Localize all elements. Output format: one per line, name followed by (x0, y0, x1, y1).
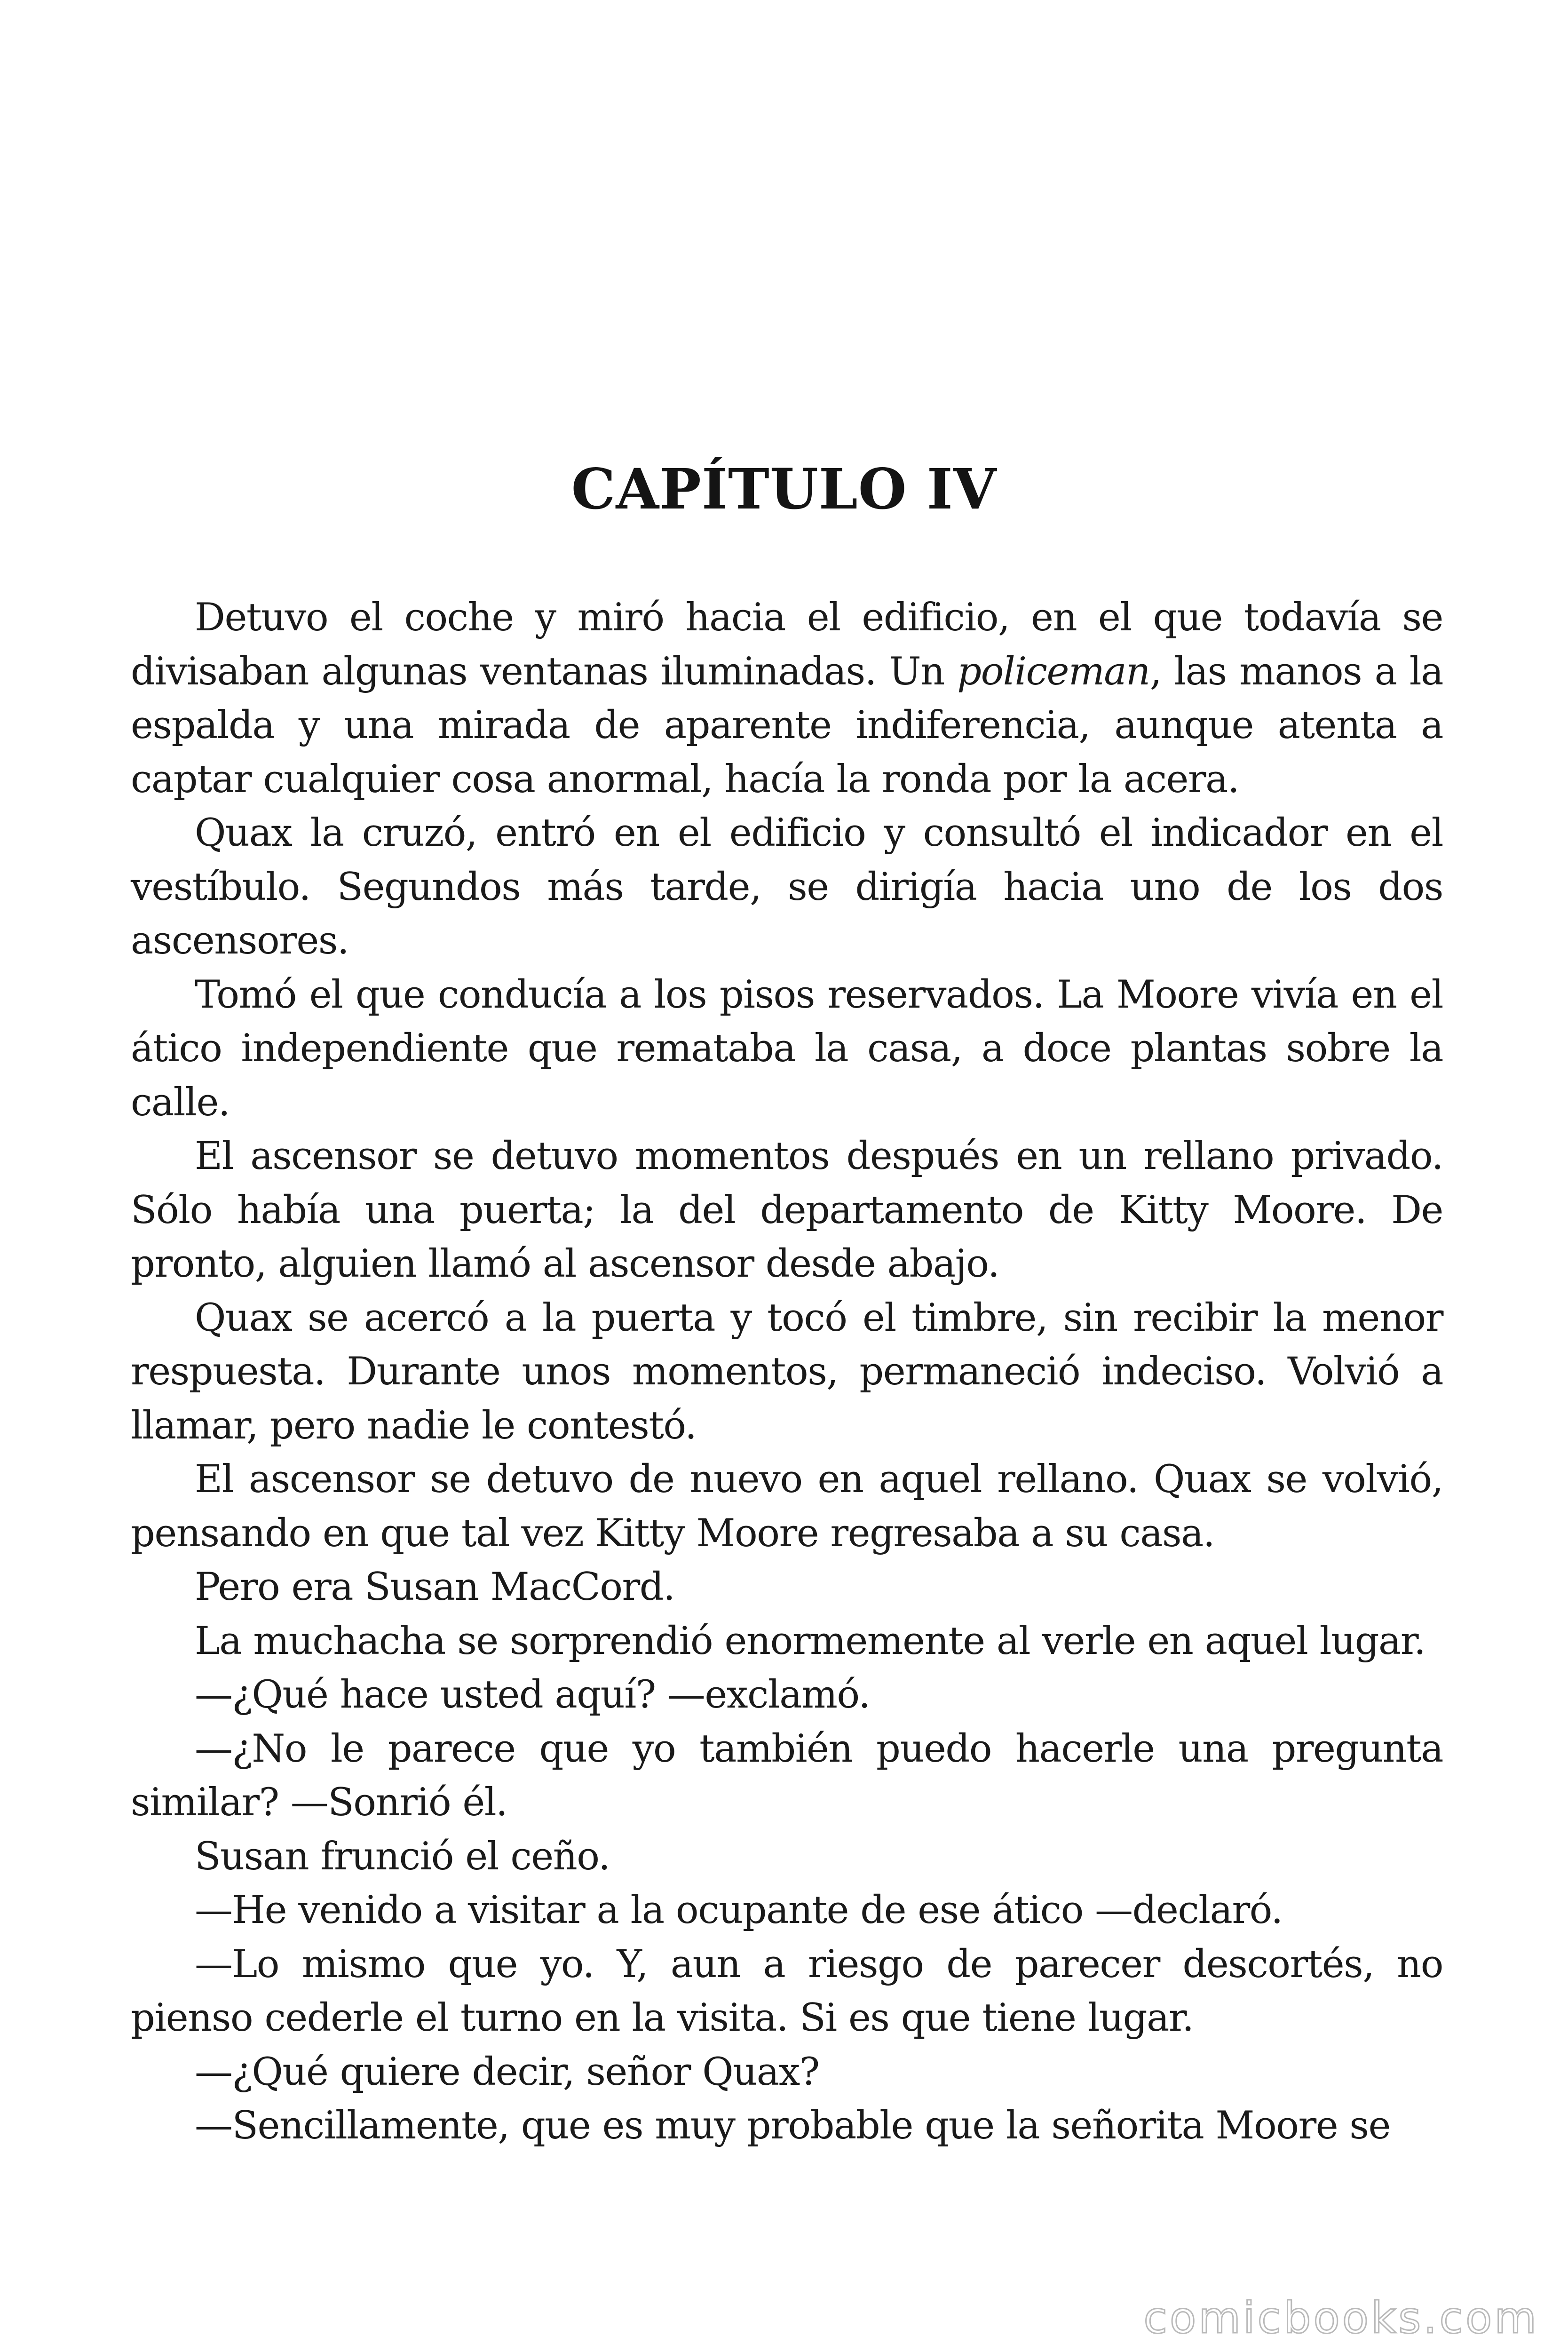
paragraph-14: —¿Qué quiere decir, señor Quax? (195, 2050, 819, 2094)
paragraph-4: El ascensor se detuvo momentos después en un rellano privado. Sólo había una puerta; la del departamento de Kitty Moore. De pronto, alguien llamó al ascensor desde abajo. (131, 1134, 1443, 1286)
paragraph-11: Susan frunció el ceño. (195, 1834, 610, 1879)
italic-word: policeman (957, 649, 1150, 694)
paragraph-2: Quax la cruzó, entró en el edificio y consultó el indicador en el vestíbulo. Segundos más tarde, se dirigía hacia uno de los dos ascensores. (131, 811, 1443, 963)
paragraph-9: —¿Qué hace usted aquí? —exclamó. (195, 1673, 870, 1717)
paragraph-8: La muchacha se sorprendió enormemente al verle en aquel lugar. (195, 1619, 1425, 1663)
paragraph-12: —He venido a visitar a la ocupante de ese ático —declaró. (195, 1888, 1283, 1932)
watermark: comicbooks.com (1143, 2293, 1539, 2343)
paragraph-1-end: , las manos a la espalda y una mirada de aparente indiferencia, aunque atenta a captar cualquier cosa anormal, hacía la ronda por la acera. (131, 649, 1443, 802)
paragraph-6: El ascensor se detuvo de nuevo en aquel rellano. Quax se volvió, pensando en que tal vez Kitty Moore regresaba a su casa. (131, 1457, 1443, 1556)
chapter-body (131, 591, 1443, 2153)
paragraph-7: Pero era Susan MacCord. (195, 1565, 675, 1609)
paragraph-3: Tomó el que conducía a los pisos reservados. La Moore vivía en el ático independiente que remataba la casa, a doce plantas sobre la calle. (131, 972, 1443, 1125)
paragraph-1 (131, 591, 1443, 806)
paragraph-1-start: Detuvo el coche y miró hacia el edificio, en el que todavía se divisaban algunas ventanas iluminadas. Un (131, 596, 1443, 694)
paragraph-13: —Lo mismo que yo. Y, aun a riesgo de parecer descortés, no pienso cederle el turno en la visita. Si es que tiene lugar. (131, 1942, 1443, 2040)
chapter-title: CAPÍTULO IV (571, 456, 997, 522)
paragraph-5: Quax se acercó a la puerta y tocó el timbre, sin recibir la menor respuesta. Durante unos momentos, permaneció indeciso. Volvió a llamar, pero nadie le contestó. (131, 1295, 1443, 1448)
paragraph-10: —¿No le parece que yo también puedo hacerle una pregunta similar? —Sonrió él. (131, 1726, 1443, 1825)
paragraph-15: —Sencillamente, que es muy probable que la señorita Moore se (195, 2104, 1390, 2148)
